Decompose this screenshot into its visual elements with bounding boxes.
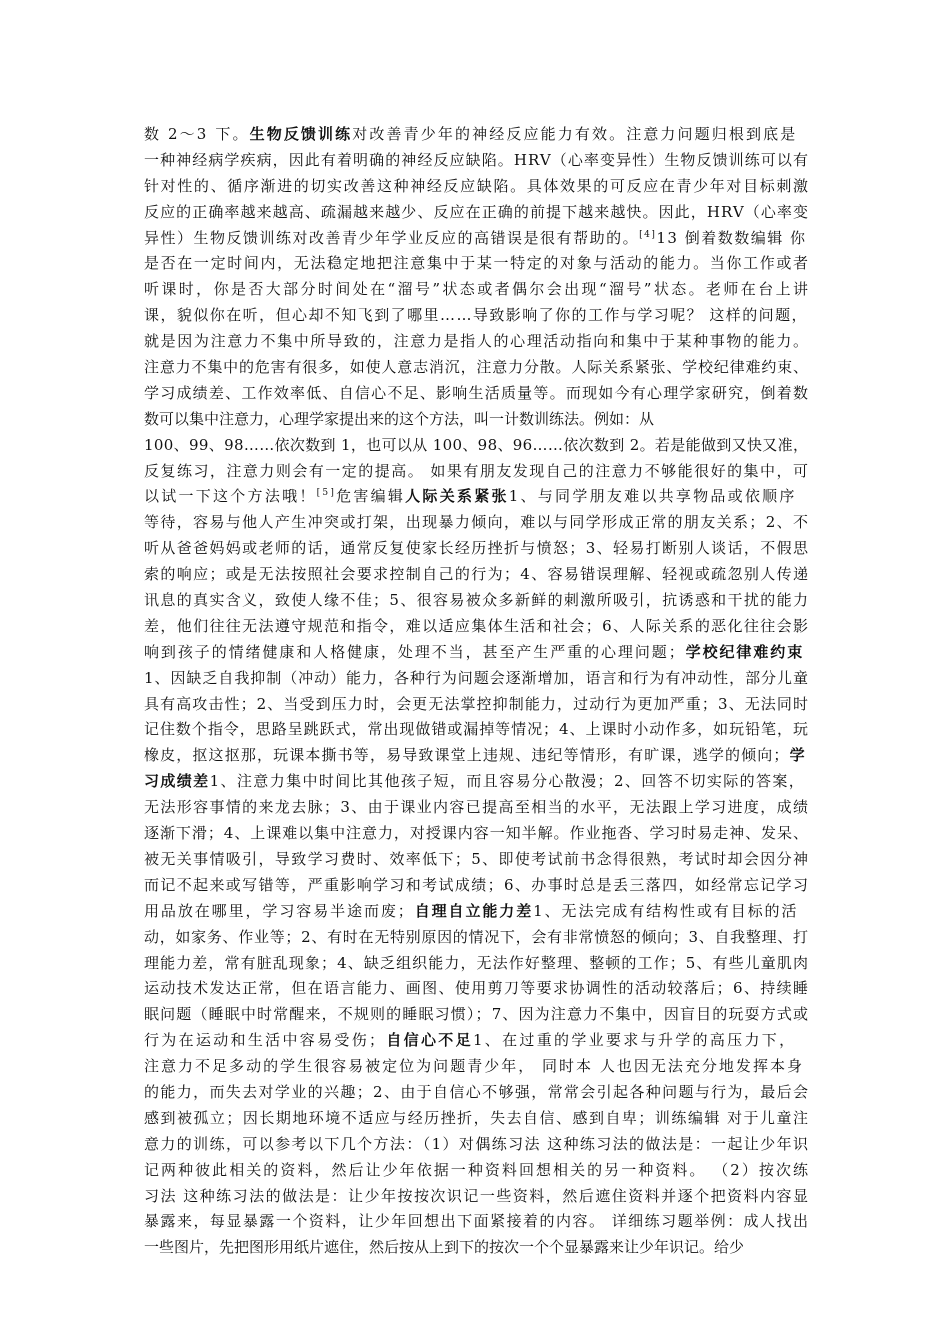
- text-line: [144, 200, 808, 226]
- text-line: [144, 277, 811, 303]
- section-heading: 学: [789, 746, 806, 765]
- text-run: 危害编辑: [336, 487, 406, 506]
- text-run: 反应的正确率越来越高、疏漏越来越少、反应在正确的前提下越来越快。因此，HRV（心率变: [144, 202, 810, 221]
- text-run: 以试一下这个方法哦！: [144, 487, 317, 506]
- text-line: [144, 1184, 808, 1210]
- text-run: 对改善青少年的神经反应能力有效。注意力问题归根到底是: [352, 125, 798, 143]
- text-line: [144, 459, 808, 485]
- section-heading: 人际关系紧张: [405, 487, 509, 506]
- text-run: 100、99、98……依次数到 1，也可以从 100、98、96……依次数到 2。若是能做到又快又准，: [144, 435, 809, 454]
- text-line: [144, 174, 808, 200]
- text-line: [144, 1106, 808, 1132]
- text-line: [144, 251, 808, 277]
- text-run: 1、无法完成有结构性或有目标的活: [533, 901, 799, 920]
- text-line: [144, 1235, 808, 1261]
- text-run: 的能力，而失去对学业的兴趣；2、由于自信心不够强，常常会引起各种问题与行为，最后会: [144, 1082, 810, 1101]
- text-line: [144, 148, 808, 174]
- text-run: 听课时，你是否大部分时间处在“溜号”状态或者偶尔会出现“溜号”状态。老师在台上讲: [144, 280, 811, 299]
- text-run: 讯息的真实含义，致使人缘不佳；5、很容易被众多新鲜的刺激所吸引，抗诱惑和干扰的能力: [144, 591, 810, 610]
- text-line: [144, 510, 808, 536]
- text-line: [144, 329, 808, 355]
- text-line: [144, 562, 808, 588]
- text-run: 课，貌似你在听，但心却不知飞到了哪里……导致影响了你的工作与学习呢？ 这样的问题，: [144, 306, 808, 325]
- text-line: [144, 951, 808, 977]
- text-line: [144, 976, 808, 1002]
- text-run: 而记不起来或写错等，严重影响学习和考试成绩；6、办事时总是丢三落四，如经常忘记学习: [144, 875, 810, 894]
- text-line: [144, 692, 808, 718]
- text-line: 以试一下这个方法哦！[5]危害编辑人际关系紧张1、与同学朋友难以共享物品或依顺序: [144, 484, 808, 510]
- text-line: [144, 899, 808, 925]
- text-run: 感到被孤立；因长期地环境不适应与经历挫折，失去自信、感到自卑；训练编辑 对于儿童注: [144, 1108, 810, 1127]
- section-heading: 自理自立能力差: [414, 901, 534, 920]
- text-run: 是否在一定时间内，无法稳定地把注意集中于某一特定的对象与活动的能力。当你工作或者: [144, 254, 810, 273]
- section-heading: 生物反馈训练: [249, 125, 353, 143]
- text-run: 一种神经病学疾病，因此有着明确的神经反应缺陷。HRV（心率变异性）生物反馈训练可以有: [144, 150, 810, 169]
- text-run: 数 2～3 下。: [144, 125, 250, 143]
- text-run: 听从爸爸妈妈或老师的话，通常反复使家长经历挫折与愤怒；3、轻易打断别人谈话，不假思: [144, 539, 810, 558]
- text-run: 眠问题（睡眠中时常醒来，不规则的睡眠习惯）；7、因为注意力不集中，因盲目的玩耍方式或: [144, 1005, 810, 1024]
- text-line: [144, 925, 808, 951]
- text-run: 橡皮，抠这抠那，玩课本撕书等，易导致课堂上违规、违纪等情形，有旷课，逃学的倾向；: [144, 746, 790, 765]
- text-line: [144, 666, 808, 692]
- text-run: 索的响应；或是无法按照社会要求控制自己的行为；4、容易错误理解、轻视或疏忽别人传递: [144, 565, 810, 584]
- text-run: 习法 这种练习法的做法是：让少年按按次识记一些资料，然后遮住资料并逐个把资料内容显: [144, 1186, 810, 1205]
- text-line: [144, 743, 808, 769]
- text-line: [144, 381, 808, 407]
- section-heading: 习成绩差: [144, 772, 210, 791]
- text-line: [144, 433, 808, 459]
- document-page: [144, 122, 811, 1261]
- text-line: [144, 821, 808, 847]
- text-line: [144, 303, 808, 329]
- text-run: 记两种彼此相关的资料，然后让少年依据一种资料回想相关的另一种资料。 （2）按次练: [144, 1160, 811, 1179]
- text-run: 反复练习，注意力则会有一定的提高。 如果有朋友发现自己的注意力不够能很好的集中，可: [144, 461, 810, 480]
- text-run: 13 倒着数数编辑 你: [656, 228, 807, 247]
- text-run: 针对性的、循序渐进的切实改善这种神经反应缺陷。具体效果的可反应在青少年对目标刺激: [144, 176, 810, 195]
- text-run: 学习成绩差、工作效率低、自信心不足、影响生活质量等。而现如今有心理学家研究，倒着数: [144, 383, 810, 402]
- text-line: 异性）生物反馈训练对改善青少年学业反应的高错误是很有帮助的。[4]13 倒着数数编辑 你: [144, 226, 808, 252]
- text-run: 动，如家务、作业等；2、有时在无特别原因的情况下，会有非常愤怒的倾向；3、自我整理、打: [144, 927, 809, 946]
- text-run: 1、在过重的学业要求与升学的高压力下，: [472, 1031, 797, 1050]
- text-line: [144, 640, 808, 666]
- text-run: 理能力差，常有脏乱现象；4、缺乏组织能力，无法作好整理、整顿的工作；5、有些儿童肌肉: [144, 953, 810, 972]
- text-line: [144, 1002, 808, 1028]
- text-run: 注意力不足多动的学生很容易被定位为问题青少年， 同时本 人也因无法充分地发挥本身: [144, 1057, 804, 1076]
- text-run: 数可以集中注意力，心理学家提出来的这个方法，叫一计数训练法。例如：从: [144, 409, 655, 428]
- text-line: [144, 769, 808, 795]
- text-run: 记住数个指令，思路呈跳跃式，常出现做错或漏掉等情况；4、上课时小动作多，如玩铅笔，玩: [144, 720, 809, 739]
- text-run: 意力的训练，可以参考以下几个方法：（1）对偶练习法 这种练习法的做法是：一起让少年识: [144, 1134, 810, 1153]
- text-run: 注意力不集中的危害有很多，如使人意志消沉，注意力分散。人际关系紧张、学校纪律难约束、: [144, 358, 809, 377]
- text-run: 具有高攻击性；2、当受到压力时，会更无法掌控抑制能力，过动行为更加严重；3、无法同时: [144, 694, 810, 713]
- text-line: [144, 1054, 808, 1080]
- text-line: [144, 717, 808, 743]
- text-run: 一些图片，先把图形用纸片遮住，然后按从上到下的按次一个个显暴露来让少年识记。给少: [144, 1238, 745, 1257]
- text-run: 暴露来，每显暴露一个资料，让少年回想出下面紧接着的内容。 详细练习题举例：成人找出: [144, 1212, 810, 1231]
- text-line: [144, 355, 808, 381]
- text-run: 就是因为注意力不集中所导致的，注意力是指人的心理活动指向和集中于某种事物的能力。: [144, 332, 810, 351]
- text-line: [144, 1080, 808, 1106]
- text-line: [144, 873, 808, 899]
- text-run: 逐渐下滑；4、上课难以集中注意力，对授课内容一知半解。作业拖沓、学习时易走神、发呆、: [144, 824, 809, 843]
- text-run: 响到孩子的情绪健康和人格健康，处理不当，甚至产生严重的心理问题；: [144, 642, 686, 661]
- text-run: 异性）生物反馈训练对改善青少年学业反应的高错误是很有帮助的。: [144, 228, 640, 247]
- text-run: 被无关事情吸引，导致学习费时、效率低下；5、即使考试前书念得很熟，考试时却会因分神: [144, 849, 810, 868]
- text-run: 用品放在哪里，学习容易半途而废；: [144, 901, 415, 920]
- text-run: 行为在运动和生活中容易受伤；: [144, 1031, 387, 1050]
- section-heading: 自信心不足: [386, 1031, 473, 1050]
- text-line: [144, 536, 808, 562]
- text-run: 等待，容易与他人产生冲突或打架，出现暴力倾向，难以与同学形成正常的朋友关系；2、不: [144, 513, 810, 532]
- text-run: 差，他们往往无法遵守规范和指令，难以适应集体生活和社会；6、人际关系的恶化往往会影: [144, 616, 810, 635]
- text-run: 无法形容事情的来龙去脉；3、由于课业内容已提高至相当的水平，无法跟上学习进度，成绩: [144, 798, 810, 817]
- text-line: [144, 614, 808, 640]
- text-line: [144, 1132, 808, 1158]
- text-run: 1、与同学朋友难以共享物品或依顺序: [508, 487, 797, 506]
- text-line: [144, 1158, 811, 1184]
- text-line: [144, 1209, 808, 1235]
- text-line: [144, 122, 808, 148]
- text-line: [144, 795, 808, 821]
- text-line: [144, 847, 808, 873]
- text-run: 1、因缺乏自我抑制（冲动）能力，各种行为问题会逐渐增加，语言和行为有冲动性，部分儿童: [144, 668, 809, 687]
- text-run: 1、注意力集中时间比其他孩子短，而且容易分心散漫；2、回答不切实际的答案，: [209, 772, 806, 791]
- text-run: 运动技术发达正常，但在语言能力、画图、使用剪刀等要求协调性的活动较落后；6、持续睡: [144, 979, 810, 998]
- section-heading: 学校纪律难约束: [685, 642, 805, 661]
- text-line: [144, 407, 808, 433]
- text-line: [144, 588, 808, 614]
- text-line: [144, 1028, 808, 1054]
